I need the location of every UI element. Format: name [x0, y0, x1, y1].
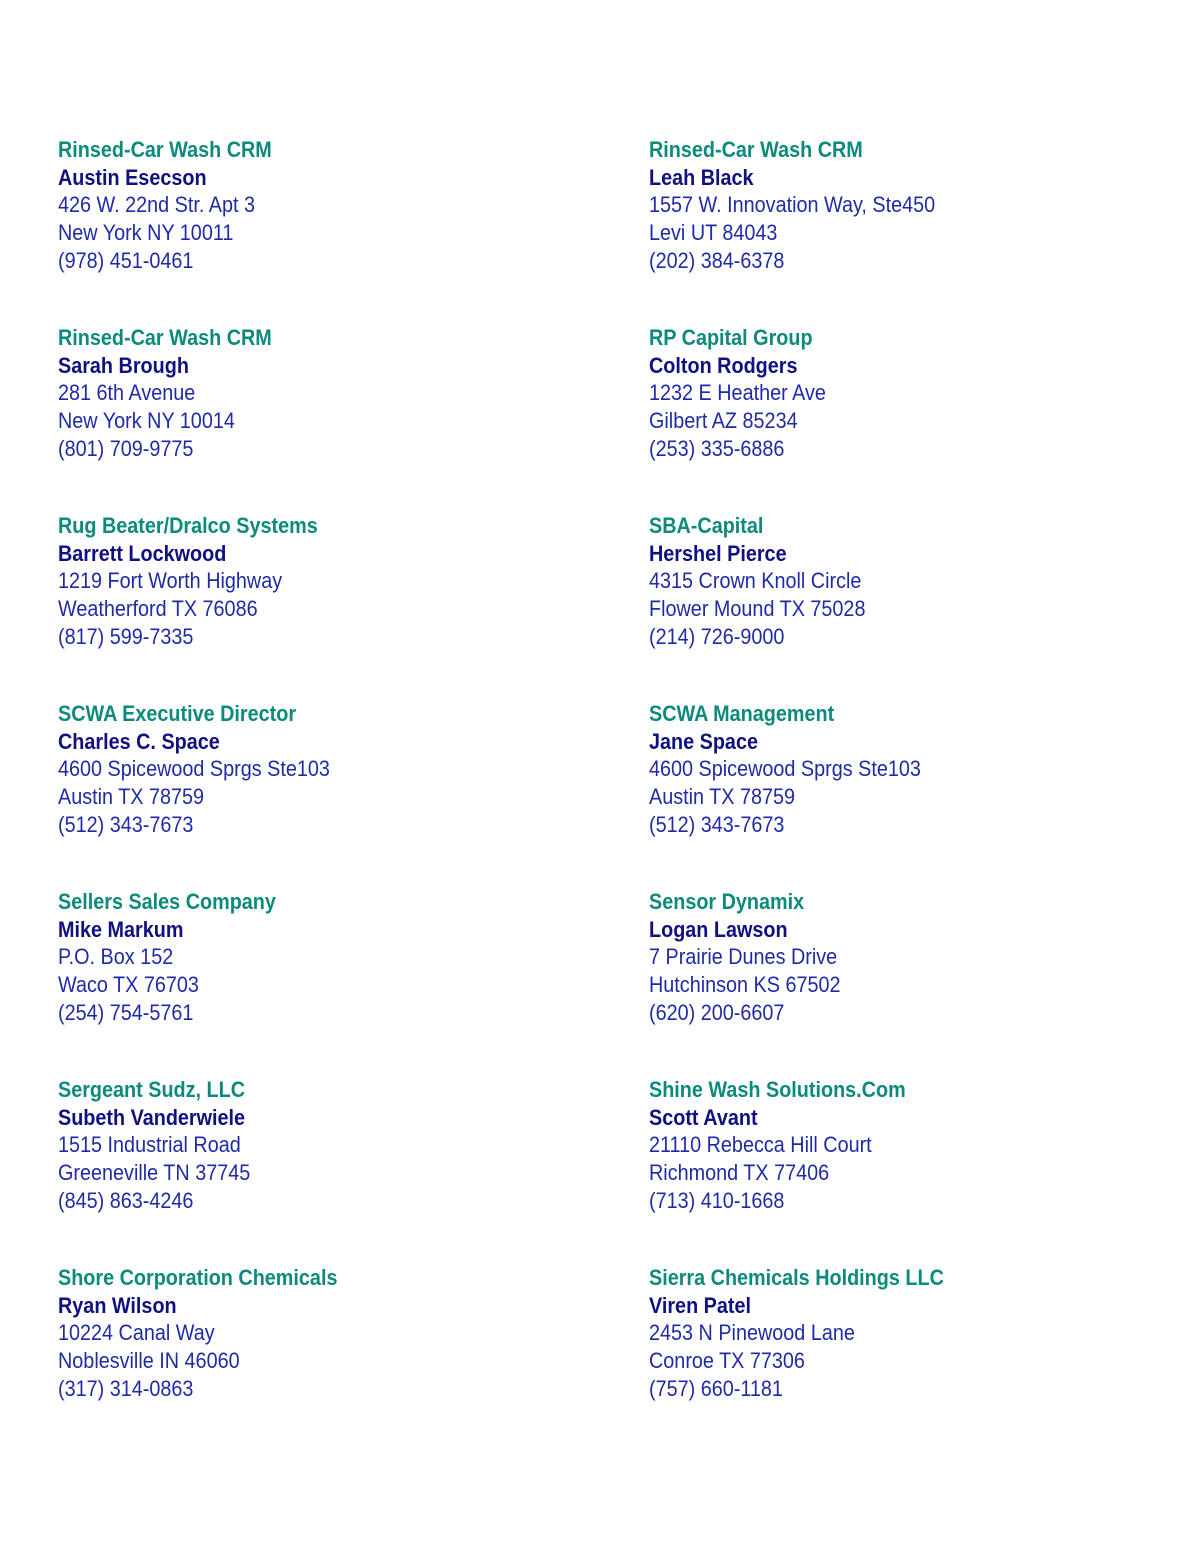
street-address: 1515 Industrial Road [58, 1132, 241, 1158]
company-name: SBA-Capital [649, 513, 764, 538]
street-address: 1557 W. Innovation Way, Ste450 [649, 192, 936, 218]
contact-name: Leah Black [649, 164, 754, 190]
street-address: 21110 Rebecca Hill Court [649, 1132, 872, 1158]
contact-name: Barrett Lockwood [58, 540, 227, 566]
city-state-zip: Conroe TX 77306 [649, 1348, 805, 1374]
address-label [58, 1264, 526, 1402]
address-label [58, 512, 526, 650]
street-address: 281 6th Avenue [58, 380, 196, 406]
company-name: Sensor Dynamix [649, 889, 805, 914]
company-name: Rinsed-Car Wash CRM [649, 137, 863, 162]
contact-name: Sarah Brough [58, 352, 189, 378]
address-label [58, 1076, 526, 1214]
city-state-zip: Austin TX 78759 [58, 784, 205, 810]
address-label [649, 512, 1117, 650]
phone-number: (817) 599-7335 [58, 623, 194, 649]
city-state-zip: Hutchinson KS 67502 [649, 972, 841, 998]
address-label [58, 136, 526, 274]
phone-number: (512) 343-7673 [649, 811, 785, 837]
address-label [649, 888, 1117, 1026]
company-name: Sergeant Sudz, LLC [58, 1077, 246, 1102]
company-name: Shine Wash Solutions.Com [649, 1077, 906, 1102]
street-address: 4600 Spicewood Sprgs Ste103 [649, 756, 921, 782]
contact-name: Jane Space [649, 728, 758, 754]
address-label [649, 1264, 1117, 1402]
company-name: RP Capital Group [649, 325, 813, 350]
phone-number: (317) 314-0863 [58, 1375, 194, 1401]
city-state-zip: Austin TX 78759 [649, 784, 796, 810]
phone-number: (620) 200-6607 [649, 999, 785, 1025]
contact-name: Austin Esecson [58, 164, 207, 190]
company-name: SCWA Executive Director [58, 701, 297, 726]
phone-number: (202) 384-6378 [649, 247, 785, 273]
company-name: Rinsed-Car Wash CRM [58, 137, 272, 162]
street-address: 1219 Fort Worth Highway [58, 568, 283, 594]
contact-name: Ryan Wilson [58, 1292, 177, 1318]
contact-name: Subeth Vanderwiele [58, 1104, 246, 1130]
city-state-zip: Levi UT 84043 [649, 220, 778, 246]
city-state-zip: Gilbert AZ 85234 [649, 408, 798, 434]
company-name: Sierra Chemicals Holdings LLC [649, 1265, 944, 1290]
phone-number: (253) 335-6886 [649, 435, 785, 461]
street-address: 426 W. 22nd Str. Apt 3 [58, 192, 256, 218]
street-address: 4600 Spicewood Sprgs Ste103 [58, 756, 330, 782]
phone-number: (713) 410-1668 [649, 1187, 785, 1213]
contact-name: Mike Markum [58, 916, 184, 942]
street-address: 2453 N Pinewood Lane [649, 1320, 855, 1346]
phone-number: (512) 343-7673 [58, 811, 194, 837]
phone-number: (801) 709-9775 [58, 435, 194, 461]
city-state-zip: New York NY 10014 [58, 408, 235, 434]
city-state-zip: Weatherford TX 76086 [58, 596, 258, 622]
company-name: Sellers Sales Company [58, 889, 276, 914]
city-state-zip: Waco TX 76703 [58, 972, 199, 998]
address-label [58, 324, 526, 462]
address-label [649, 1076, 1117, 1214]
street-address: 1232 E Heather Ave [649, 380, 826, 406]
street-address: P.O. Box 152 [58, 944, 174, 970]
phone-number: (978) 451-0461 [58, 247, 194, 273]
address-label [649, 324, 1117, 462]
contact-name: Charles C. Space [58, 728, 220, 754]
address-label [58, 700, 526, 838]
address-label [649, 136, 1117, 274]
city-state-zip: Noblesville IN 46060 [58, 1348, 240, 1374]
address-label [649, 700, 1117, 838]
city-state-zip: Richmond TX 77406 [649, 1160, 830, 1186]
street-address: 10224 Canal Way [58, 1320, 215, 1346]
contact-name: Colton Rodgers [649, 352, 798, 378]
contact-name: Hershel Pierce [649, 540, 787, 566]
company-name: Rug Beater/Dralco Systems [58, 513, 318, 538]
address-label [58, 888, 526, 1026]
contact-name: Scott Avant [649, 1104, 758, 1130]
city-state-zip: Flower Mound TX 75028 [649, 596, 866, 622]
company-name: Rinsed-Car Wash CRM [58, 325, 272, 350]
contact-name: Logan Lawson [649, 916, 788, 942]
phone-number: (757) 660-1181 [649, 1375, 783, 1401]
phone-number: (254) 754-5761 [58, 999, 194, 1025]
street-address: 4315 Crown Knoll Circle [649, 568, 862, 594]
phone-number: (845) 863-4246 [58, 1187, 194, 1213]
city-state-zip: New York NY 10011 [58, 220, 234, 246]
phone-number: (214) 726-9000 [649, 623, 785, 649]
company-name: Shore Corporation Chemicals [58, 1265, 338, 1290]
city-state-zip: Greeneville TN 37745 [58, 1160, 251, 1186]
company-name: SCWA Management [649, 701, 835, 726]
street-address: 7 Prairie Dunes Drive [649, 944, 838, 970]
contact-name: Viren Patel [649, 1292, 751, 1318]
